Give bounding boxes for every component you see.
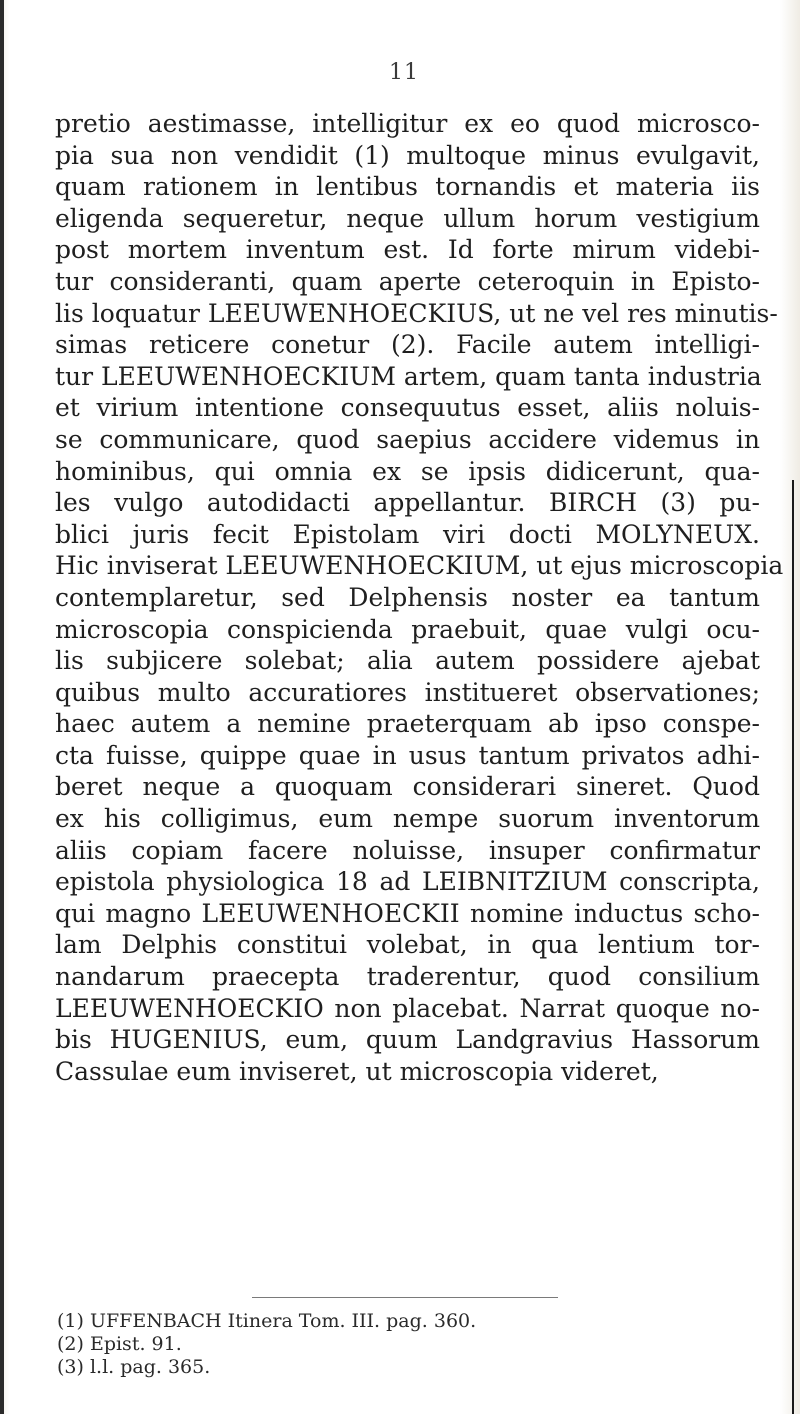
footnote: (2) Epist. 91. bbox=[57, 1333, 182, 1355]
text-line: eligenda sequeretur, neque ullum horum vestigium bbox=[55, 203, 760, 233]
text-line: aliis copiam facere noluisse, insuper confirmatur bbox=[55, 835, 760, 865]
text-line: Hic inviserat LEEUWENHOECKIUM, ut ejus microscopia bbox=[55, 551, 784, 581]
text-line: les vulgo autodidacti appellantur. BIRCH (3) pu- bbox=[55, 488, 760, 518]
text-line: tur consideranti, quam aperte ceteroquin in Episto- bbox=[55, 266, 760, 296]
text-line: simas reticere conetur (2). Facile autem intelligi- bbox=[55, 330, 760, 360]
text-line: haec autem a nemine praeterquam ab ipso conspe- bbox=[55, 709, 760, 739]
text-line: qui magno LEEUWENHOECKII nomine inductus scho- bbox=[55, 898, 760, 928]
text-line: ex his colligimus, eum nempe suorum inventorum bbox=[55, 804, 760, 834]
text-line: blici juris fecit Epistolam viri docti MOLYNEUX. bbox=[55, 519, 760, 549]
text-line: nandarum praecepta traderentur, quod consilium bbox=[55, 962, 760, 992]
text-line: lis subjicere solebat; alia autem possidere ajebat bbox=[55, 646, 760, 676]
text-line: lam Delphis constitui volebat, in qua lentium tor- bbox=[55, 930, 760, 960]
footnotes bbox=[57, 1310, 757, 1379]
text-line: cta fuisse, quippe quae in usus tantum privatos adhi- bbox=[55, 740, 760, 770]
text-line: microscopia conspicienda praebuit, quae vulgi ocu- bbox=[55, 614, 760, 644]
text-line: LEEUWENHOECKIO non placebat. Narrat quoque no- bbox=[55, 993, 760, 1023]
text-line: beret neque a quoquam considerari sineret. Quod bbox=[55, 772, 760, 802]
text-line: et virium intentione consequutus esset, aliis noluis- bbox=[55, 393, 760, 423]
footnote: (3) l.l. pag. 365. bbox=[57, 1356, 211, 1378]
text-line: pia sua non vendidit (1) multoque minus evulgavit, bbox=[55, 140, 760, 170]
text-line: lis loquatur LEEUWENHOECKIUS, ut ne vel res minutis- bbox=[55, 298, 778, 328]
footnote-divider bbox=[252, 1297, 558, 1298]
text-line: post mortem inventum est. Id forte mirum videbi- bbox=[55, 235, 760, 265]
footnote: (1) UFFENBACH Itinera Tom. III. pag. 360. bbox=[57, 1310, 477, 1332]
page-number: 11 bbox=[389, 60, 419, 85]
text-line: se communicare, quod saepius accidere videmus in bbox=[55, 424, 760, 454]
text-line: pretio aestimasse, intelligitur ex eo quod microsco- bbox=[55, 109, 760, 138]
body-text bbox=[55, 108, 784, 1087]
text-line: contemplaretur, sed Delphensis noster ea tantum bbox=[55, 582, 760, 612]
text-line: Cassulae eum inviseret, ut microscopia videret, bbox=[55, 1056, 659, 1086]
page-edge-right bbox=[792, 480, 794, 1414]
page-edge-left bbox=[0, 0, 4, 1414]
text-line: quibus multo accuratiores institueret observationes; bbox=[55, 677, 760, 707]
text-line: bis HUGENIUS, eum, quum Landgravius Hassorum bbox=[55, 1025, 760, 1055]
text-line: quam rationem in lentibus tornandis et materia iis bbox=[55, 172, 760, 202]
text-line: hominibus, qui omnia ex se ipsis didicerunt, qua- bbox=[55, 456, 760, 486]
text-line: epistola physiologica 18 ad LEIBNITZIUM conscripta, bbox=[55, 867, 760, 897]
text-line: tur LEEUWENHOECKIUM artem, quam tanta industria bbox=[55, 361, 762, 391]
